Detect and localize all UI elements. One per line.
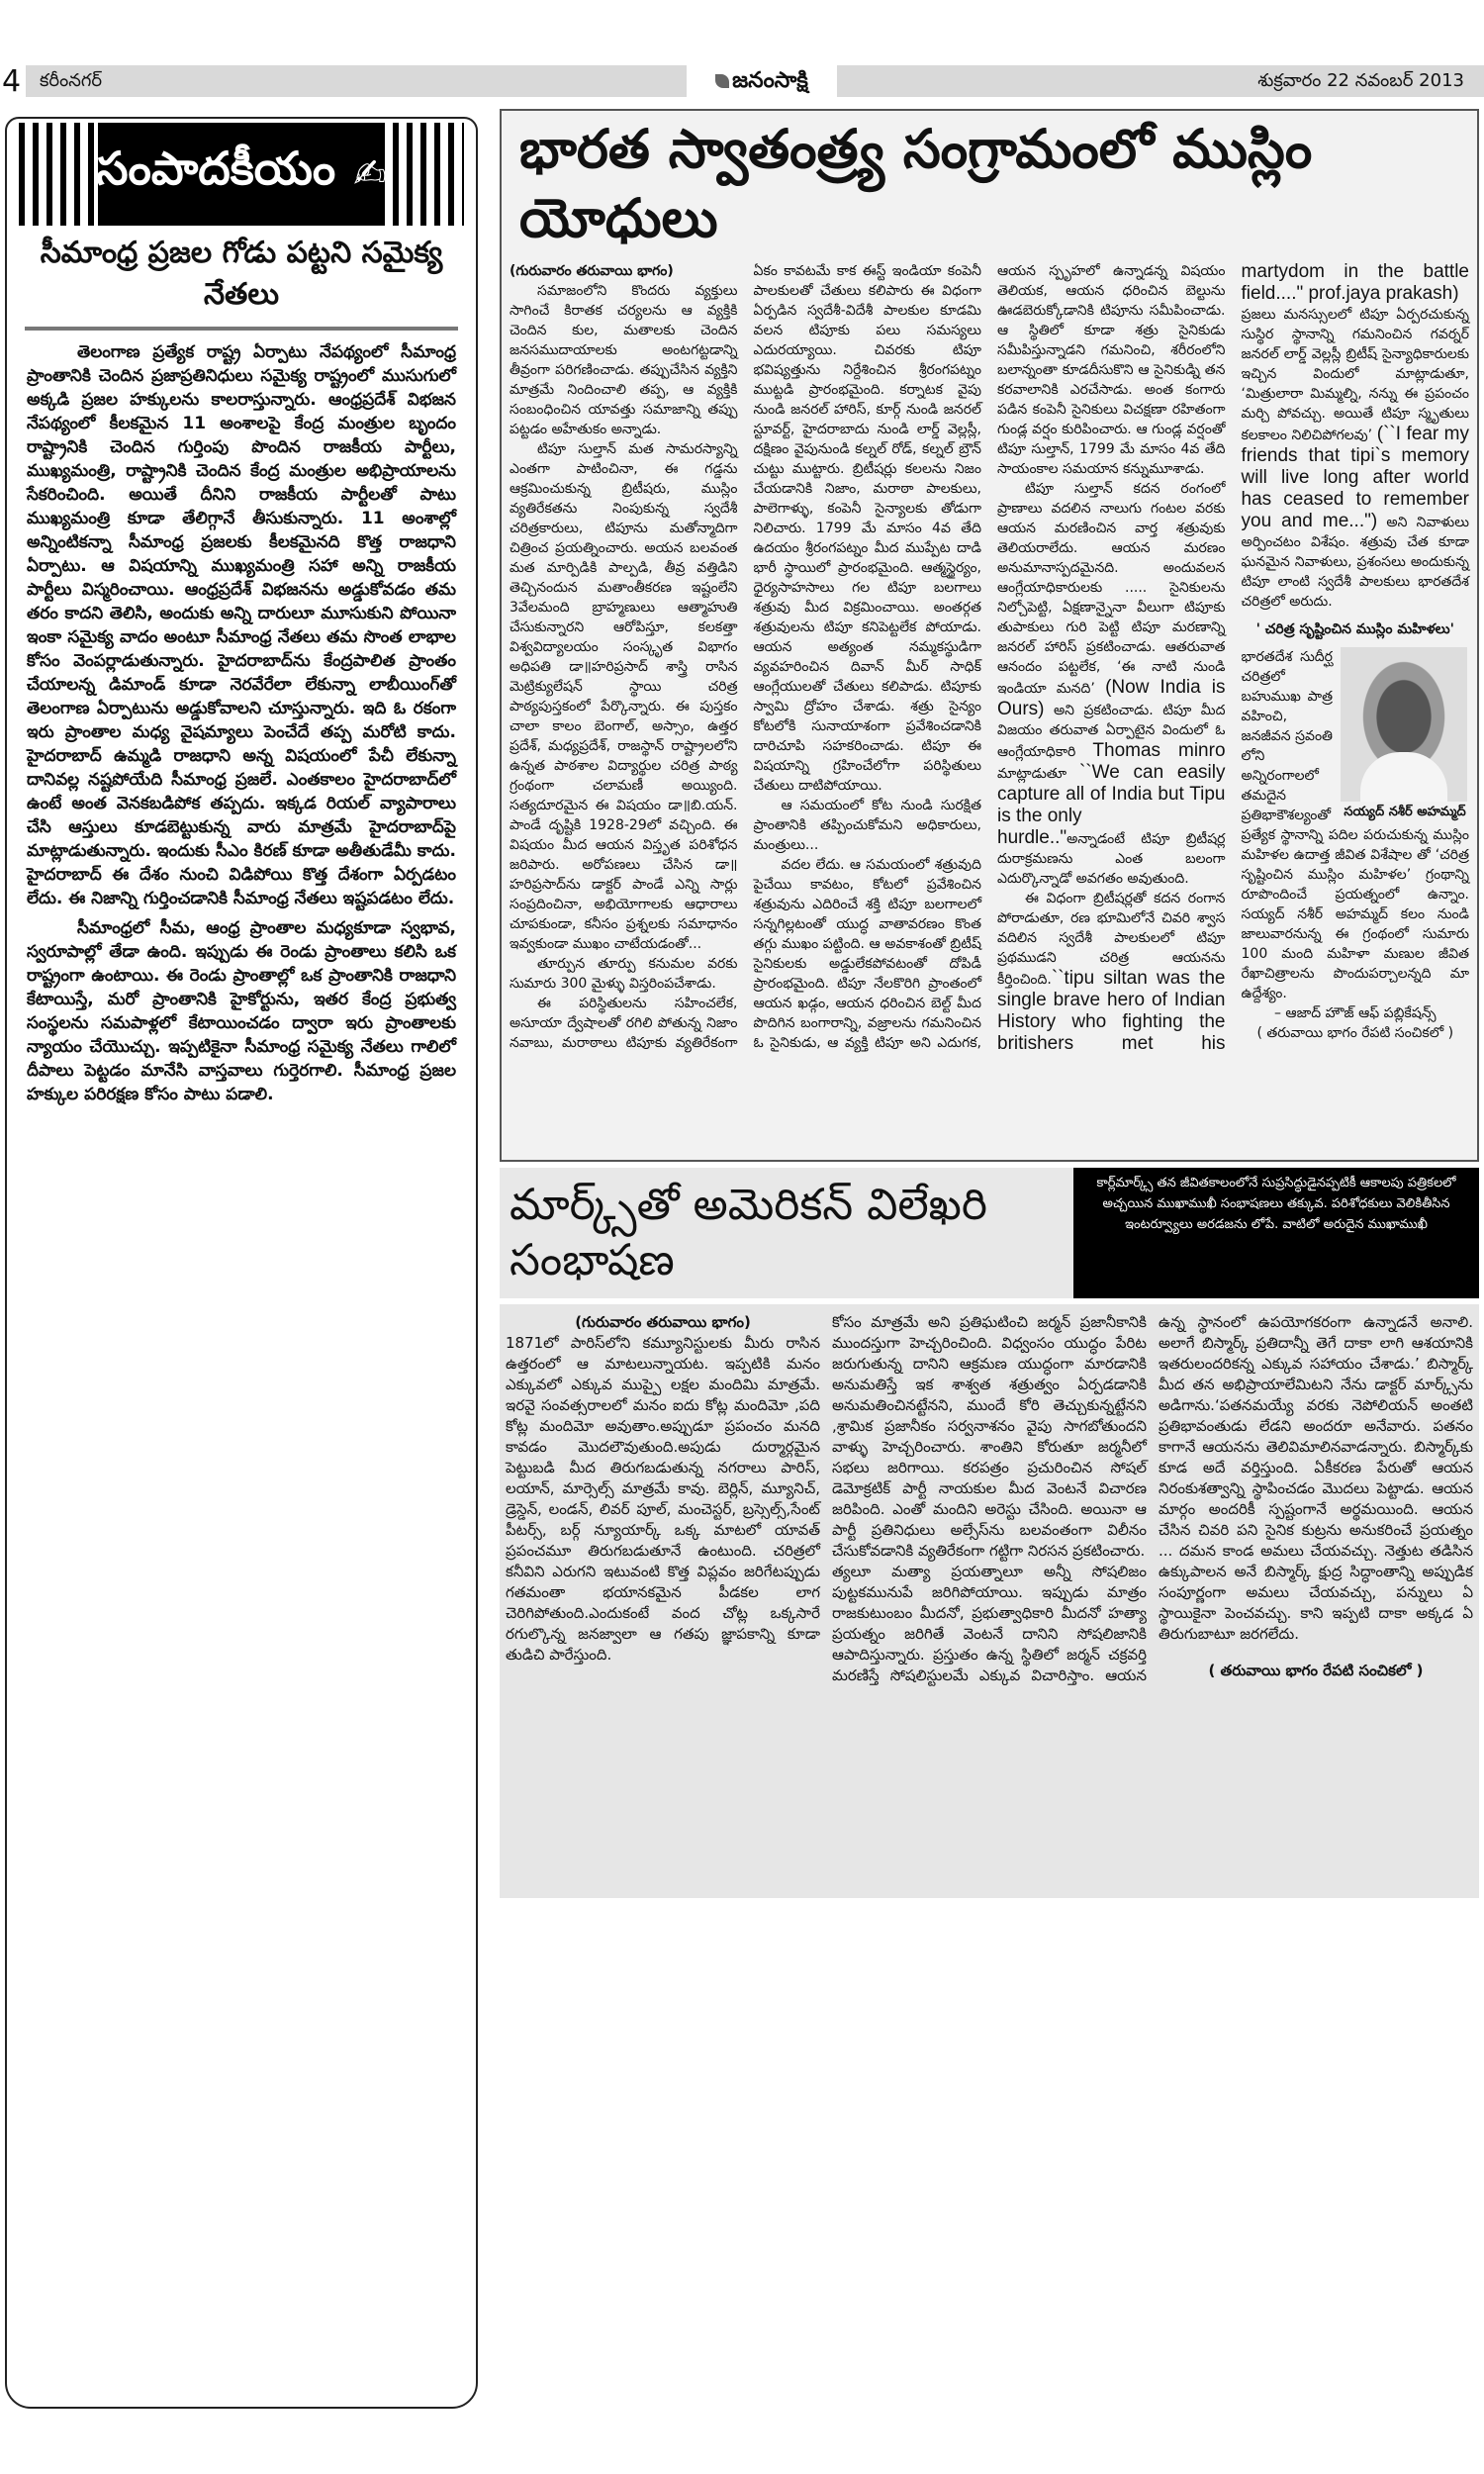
logo-leaf-icon (715, 74, 729, 88)
article-paragraph: 1871లో పారిస్‌లోని కమ్యూనిస్టులకు మీరు రాసిన ఉత్తరంలో ఆ మాటలున్నాయట. ఇప్పటికి మనం ఎక్కువలో ఎక్కువ ముప్పై లక్షల మందిమి మాత్రమే. ఇరవై సంవత్సరాలలో మనం ఐదు కోట్ల మందిమో ,పది కోట్ల మందిమో అవుతాం.అప్పుడూ ప్రపంచం మనది కావడం మొదలౌవుతుంది.అపుడు దుర్మార్గమైన పెట్టుబడి మీద తిరుగబడుతున్న నగరాలు పారిస్, లయాన్, మార్సెల్స్ మాత్రమే కావు. బెర్లిన్, మ్యూనిచ్, డ్రెస్డెన్, లండన్, లివర్ పూల్, మంచెస్టర్, బ్రస్సెల్స్,సేంట్ పీటర్స్, బర్గ్ న్యూయార్క్ ఒక్క మాటలో యావత్ ప్రపంచమూ తిరుగబడుతూనే ఉంటుంది. చరిత్రలో కనీవిని ఎరుగని ఇటువంటి కొత్త విప్లవం జరిగేటప్పుడు గతమంతా భయానకమైన పీడకల లాగ చెరిగిపోతుంది.ఎందుకంటే వంద చోట్ల ఒక్కసారే రగుల్కొన్న జనజ్వాలా ఆ గతపు జ్ఞాపకాన్ని కూడా తుడిచి పారేస్తుంది. (506, 1334, 820, 1664)
article-columns (506, 1312, 1473, 1686)
editorial-paragraph: తెలంగాణ ప్రత్యేక రాష్ట్ర ఏర్పాటు నేపథ్యంలో సీమాంధ్ర ప్రాంతానికి చెందిన ప్రజాప్రతినిధులు సమైక్య రాష్ట్రంలో ముసుగులో అక్కడి ప్రజల హక్కులను కాలరాస్తున్నారు. ఆంధ్రప్రదేశ్ విభజన నేపథ్యంలో కీలకమైన 11 అంశాలపై కేంద్ర మంత్రుల బృందం రాష్ట్రానికి చెందిన గుర్తింపు పొందిన రాజకీయ పార్టీలు, ముఖ్యమంత్రి, రాష్ట్రానికి చెందిన కేంద్ర మంత్రుల అభిప్రాయాలను సేకరించింది. అయితే దీనిని రాజకీయ పార్టీలతో పాటు ముఖ్యమంత్రి కూడా తేలిగ్గానే తీసుకున్నారు. 11 అంశాల్లో అన్నింటికన్నా సీమాంధ్ర ప్రజలకు కీలకమైనది కొత్త రాజధాని ఏర్పాటు. ఆ విషయాన్ని ముఖ్యమంత్రి సహా అన్ని రాజకీయ పార్టీలు విస్మరించాయి. ఆంధ్రప్రదేశ్ విభజనను అడ్డుకోవడం తమ తరం కాదని తెలిసి, అందుకు అన్ని దారులూ మూసుకుని పోయినా ఇంకా సమైక్య వాదం అంటూ సీమాంధ్ర నేతలు తమ సొంత లాభాల కోసం వెంపర్లాడుతున్నారు. హైదరాబాద్‌ను కేంద్రపాలిత ప్రాంతం చేయాలన్న డిమాండ్ కూడా నెరవేరేలా లేకున్నా లాబీయింగ్‌తో తెలంగాణ ఏర్పాటును అడ్డుకోవాలని చూస్తున్నారు. ఇది ఓ రకంగా ఇరు ప్రాంతాల మధ్య వైషమ్యాలు పెంచేదే తప్ప మరోటి కాదు. హైదరాబాద్ ఉమ్మడి రాజధాని అన్న విషయంలో పేచీ లేకున్నా దానివల్ల నష్టపోయేది సీమాంధ్ర ప్రజలే. ఎంతకాలం హైదరాబాద్‌లో ఉంటే అంత వెనకబడిపోక తప్పదు. ఇక్కడ రియల్ వ్యాపారాలు చేసి ఆస్తులు కూడబెట్టుకున్న వారు మాత్రమే హైదరాబాద్‌పై మాట్లాడుతున్నారు. ఇందుకు సీఎం కిరణ్ కూడా అతీతుడేమీ కాదు. హైదరాబాద్ ఈ దేశం నుంచి విడిపోయి కొత్త దేశంగా ఏర్పడటం లేదు. ఈ నిజాన్ని గుర్తించడానికి సీమాంధ్ర నేతలు ఇష్టపడటం లేదు. (27, 342, 456, 908)
article-headline: భారత స్వాతంత్ర్య సంగ్రామంలో ముస్లిం యోధులు (519, 118, 1313, 249)
editorial-box (5, 117, 478, 2409)
publisher-credit: – ఆజాద్ హౌజ్ ఆఫ్ పబ్లికేషన్స్ (1273, 1005, 1437, 1021)
tipu-article (500, 109, 1479, 1162)
article-text: అని ప్రకటించాడు. టిపూ మీద విజయం తరువాత ఏర్పాటైన విందులో ఓ ఆంగ్లేయాధికారి (997, 703, 1226, 760)
editorial-banner-title: సంపాదకీయం (96, 142, 336, 195)
pen-writing-icon: ✍ (353, 151, 387, 197)
marx-header (500, 1168, 1479, 1298)
continued-note: (గురువారం తరువాయి భాగం) (575, 1313, 751, 1331)
article-headline: మార్క్స్‌తో అమెరికన్ విలేఖరి సంభాషణ (510, 1180, 987, 1285)
english-quote: ``We can easily capture all of India but Tipu is the only (997, 762, 1226, 826)
edition-name: కరీంనగర్ (40, 70, 102, 91)
editorial-headline: సీమాంధ్ర ప్రజల గోడు పట్టని సమైక్య నేతలు (25, 226, 458, 331)
article-text: మాట్లాడుతూ (997, 766, 1067, 782)
editorial-banner (19, 123, 464, 226)
editorial-body (17, 331, 466, 1106)
english-quote: hurdle.." (997, 827, 1067, 848)
article-paragraph: టిపూ సుల్తాన్ మత సామరస్యాన్ని ఎంతగా పాటించినా, ఈ గడ్డను ఆక్రమించుకున్న బ్రిటీషరు, ముస్లిం వ్యతిరేకతను నింపుకున్న స్వదేశీ చరిత్రకారులు, టిపూను మతోన్మాదిగా చిత్రించ ప్రయత్నించారు. అయన బలవంత మత మార్పిడికి పాల్పడి, తీవ్ర వత్తిడిని తెచ్చినందున మతాంతీకరణ ఇష్టంలేని 3వేలమంది బ్రాహ్మణులు ఆత్మాహుతి చేసుకున్నారని ఆరోపిస్తూ, కలకత్తా విశ్వవిద్యాలయం సంస్కృత విభాగం అధిపతి డా॥హరిప్రసాద్ శాస్త్రి రాసిన మెట్రిక్యులేషన్ స్థాయి చరిత్ర పాఠ్యపుస్తకంలో పేర్కొన్నారు. ఈ పుస్తకం చాలా కాలం బెంగాల్, అస్సాం, ఉత్తర ప్రదేశ్, మధ్యప్రదేశ్, రాజస్థాన్ రాష్ట్రాలలోని ఉన్నత పాఠశాల విద్యార్థుల చరిత్ర పాఠ్య గ్రంథంగా చలామణీ అయ్యింది. సత్యదూరమైన ఈ విషయం డా॥బి.యన్. పాండే దృష్టికి 1928-29లో వచ్చింది. ఈ విషయం మీద ఆయన విస్తృత పరిశోధన జరిపారు. అరోపణలు చేసిన డా॥హరిప్రసాద్‌ను డాక్టర్ పాండే ఎన్ని సార్లు సంప్రదించినా, అభియోగాలకు ఆధారాలు చూపకుండా, కనీసం ప్రశ్నలకు సమాధానం ఇవ్వకుండా ముఖం చాటేయడంతో... (510, 441, 738, 952)
book-subheading: ' చరిత్ర సృష్టించిన ముస్లిం మహిళలు' (1255, 621, 1454, 637)
issue-date: శుక్రవారం 22 నవంబర్ 2013 (1257, 70, 1464, 91)
article-paragraph: త్యలూ మత్యా ప్రయత్నాలూ అన్నీ సోషలిజం పుట్టకమునుపే జరిగిపోయాయి. ఇప్పుడు మాత్రం రాజకుటుంబం మీదనో, ప్రభుత్వాధికారి మీదనో హత్యా ప్రయత్నం జరిగితే వెంటనే దానిని సోషలిజానికి ఆపాదిస్తున్నారు. ప్రస్తుతం ఉన్న స్థితిలో జర్మన్ చక్రవర్తి మరణిస్తే సోషలిస్టులమే ఎక్కువ విచారిస్తాం. ఆయన ఉన్న స్థానంలో ఉపయోగకరంగా ఉన్నాడనే అనాలి. అలాగే బిస్మార్క్ ప్రతిదాన్నీ తెగే దాకా లాగి ఆశయానికి ఇతరులందరికన్న ఎక్కువ సహాయం చేశాడు.’ బిస్మార్క్ మీద తన అభిప్రాయాలేమిటని నేను డాక్టర్ మార్క్స్‌ను అడిగాను.‘పతనమయ్యే వరకు నెపోలియన్ అంతటి ప్రతిభావంతుడు లేడని అందరూ అనేవారు. పతనం కాగానే ఆయనను తెలివిమాలినవాడన్నారు. బిస్మార్క్‌కు కూడ అదే వర్తిస్తుంది. ఏకీకరణ పేరుతో ఆయన నిరంకుశత్వాన్ని స్థాపించడం మొదలు పెట్టాడు. ఆయన మార్గం అందరికీ స్పష్టంగానే అర్థమయింది. ఆయన చేసిన చివరి పని సైనిక కుట్రను అనుకరించే ప్రయత్నం ... దమన కాండ అమలు చేయవచ్చు. నెత్తుట తడిసిన ఉక్కుపాలన అనే బిస్మార్క్ క్షుద్ర సిద్ధాంతాన్ని అప్పుడిక సంపూర్ణంగా అమలు చేయవచ్చు, పన్నులు ఏ స్థాయికైనా పెంచవచ్చు. కాని ఇప్పటి దాకా అక్కడ ఏ తిరుగుబాటూ జరగలేదు. (832, 1313, 1473, 1684)
article-intro-box: కార్ల్‌మార్క్స్ తన జీవితకాలంలోనే సుప్రసిద్ధుడైనప్పటికీ ఆకాలపు పత్రికలలో అచ్చయిన ముఖాముఖీ సంభాషణలు తక్కువ. పరిశోధకులు వెలికితీసిన ఇంటర్వ్యూలు అరడజను లోపే. వాటిలో అరుదైన ముఖాముఖీ (1073, 1168, 1479, 1298)
right-section (500, 109, 1479, 1898)
masthead (693, 65, 831, 97)
english-quote: (Now India is Ours) (997, 677, 1226, 719)
to-be-continued-note: ( తరువాయి భాగం రేపటి సంచికలో ) (1256, 1025, 1454, 1041)
to-be-continued-note: ( తరువాయి భాగం రేపటి సంచికలో ) (1208, 1662, 1424, 1679)
article-column-1 (510, 261, 738, 954)
book-paragraph: భారతదేశ సుదీర్ఘ చరిత్రలో బహుముఖ పాత్ర వహించి, జనజీవన స్రవంతి లోని అన్నిరంగాలలో తమదైన ప్రతిభాకౌశల్యంతో ప్రత్యేక స్థానాన్ని పదిల పరుచుకున్న ముస్లిం మహిళల ఉదాత్త జీవిత విశేషాల తో ‘చరిత్ర సృష్టించిన ముస్లిం మహిళల’ గ్రంథాన్ని రూపొందించే ప్రయత్నంలో ఉన్నాం. సయ్యద్ నశీర్ అహమ్మద్ కలం నుండి జాలువారనున్న ఈ గ్రంథంలో సుమారు 100 మంది మహిళా మణుల జీవిత రేఖాచిత్రాలను పొందుపర్చాలన్నది మా ఉద్దేశ్యం. (1241, 649, 1469, 1001)
article-columns (502, 257, 1477, 1055)
article-paragraph (1242, 305, 1470, 612)
continued-note: (గురువారం తరువాయి భాగం) (510, 263, 674, 279)
author-photo-block (1341, 647, 1469, 820)
article-paragraph: కోసం మాత్రమే అని ప్రతిఘటించి జర్మన్ ప్రజానీకానికి ముందస్తుగా హెచ్చరించింది. విధ్వంసం యుద్ధం పేరిట జరుగుతున్న దానిని ఆక్రమణ యుద్ధంగా మారడానికి అనుమతిస్తే ఇక శాశ్వత శత్రుత్వం ఏర్పడడానికి అనుమతించినట్టేనని, ముందే కోరి తెచ్చుకున్నట్టేనని ,శ్రామిక ప్రజానీకం సర్వనాశనం వైపు సాగబోతుందని వాళ్ళు హెచ్చరించారు. శాంతిని కోరుతూ జర్మనీలో సభలు జరిగాయి. కరపత్రం ప్రచురించిన సోషల్ డెమోక్రటిక్ పార్టీ నాయకుల మీద వెంటనే విచారణ జరిపింది. ఎంతో మందిని అరెస్టు చేసింది. అయినా ఆ పార్టీ ప్రతినిధులు అల్సేస్‌ను బలవంతంగా విలీనం చేసుకోవడానికి వ్యతిరేకంగా గట్టిగా నిరసన ప్రకటించారు. (832, 1313, 1147, 1560)
editorial-paragraph: సీమాంధ్రలో సీమ, ఆంధ్ర ప్రాంతాల మధ్యకూడా స్వభావ, స్వరూపాల్లో తేడా ఉంది. ఇప్పుడు ఈ రెండు ప్రాంతాలు కలిసి ఒక రాష్ట్రంగా ఉంటాయి. ఈ రెండు ప్రాంతాల్లో ఒక ప్రాంతానికి రాజధాని కేటాయిస్తే, మరో ప్రాంతానికి హైకోర్టును, ఇతర కేంద్ర ప్రభుత్వ సంస్థలను సమపాళ్లలో కేటాయించడం ద్వారా ఇరు ప్రాంతాలకు న్యాయం చేయొచ్చు. ఇప్పటికైనా సీమాంధ్ర సమైక్య నేతలు గాలిలో దీపాలు పెట్టడం మానేసి వాస్తవాలు గుర్తెరగాలి. సీమాంధ్ర ప్రజల హక్కుల పరిరక్షణ కోసం పాటు పడాలి. (27, 918, 456, 1104)
english-name: Thomas minro (1092, 740, 1226, 761)
author-photo (1341, 647, 1467, 802)
english-quote: (``I fear my friends that tipi`s memory will live long after world has ceased to remember you and me...") (1241, 424, 1469, 531)
article-paragraph: ఈ పరిస్థితులను సహించలేక, అసూయా ద్వేషాలతో రగిలి పోతున్న నిజాం నవాబు, మరాఠాలు టిపూకు వ్యతిరేకంగా ఏకం కావటమే కాక ఈస్ట్ ఇండియా కంపెనీ పాలకులతో చేతులు కలిపారు ఈ విధంగా ఏర్పడిన స్వదేశీ-విదేశీ పాలకుల కూడమి వలన టిపూకు పలు సమస్యలు ఎదురయ్యాయి. చివరకు టిపూ భవిష్యత్తును నిర్దేశించిన శ్రీరంగపట్నం ముట్టడి ప్రారంభమైంది. కర్నాటక వైపు నుండి జనరల్ హారిస్, కూర్గ్ నుండి జనరల్ స్టూవర్ట్, హైదరాబాదు నుండి లార్డ్ వెల్లస్లీ, దక్షిణం వైపునుండి కల్నల్ రోడ్, కల్నల్ బ్రౌన్ చుట్టు ముట్టారు. బ్రిటీషర్లు కలలను నిజం చేయడానికి నిజాం, మరాఠా పాలకులు, పాలెగాళ్ళు, కంపెనీ సైన్యాలకు తోడుగా నిలిచారు. 1799 మే మాసం 4వ తేది ఉదయం శ్రీరంగపట్నం మీద ముప్పేట దాడి భారీ స్థాయిలో ప్రారంభమైంది. ఆత్మస్థైర్యం, ధైర్యసాహసాలు గల టిపూ బలగాలు శత్రువు మీద విక్రమించాయి. అంతర్గత శత్రువులను టిపూ కనిపెట్టలేక పోయాడు. ఆయన అత్యంత నమ్మకస్థుడిగా వ్యవహరించిన దివాన్ మీర్ సాధిక్ ఆంగ్లేయులతో చేతులు కలిపాడు. టిపూకు స్వామి ద్రోహం చేశాడు. శత్రు సైన్యం కోటలోకి సునాయాశంగా ప్రవేశించడానికి దారిచూపి సహకరించాడు. టిపూ ఈ విషయాన్ని గ్రహించేలోగా పరిస్థితులు చేతులు దాటిపోయాయి. (510, 263, 981, 1051)
masthead-text: జనంసాక్షి (732, 68, 808, 93)
article-paragraph: సమాజంలోని కొందరు వ్యక్తులు సాగించే కిరాతక చర్యలను ఆ వ్యక్తికి చెందిన కుల, మతాలకు చెందిన జనసముదాయాలకు అంటగట్టడాన్ని తీవ్రంగా పరిగణించాడు. తప్పుచేసిన వ్యక్తిని మాత్రమే నిందించాలి తప్ప, ఆ వ్యక్తికి సంబంధించిన యావత్తు సమాజాన్ని తప్పు పట్టడం అహేతుకం అన్నాడు. (510, 283, 738, 437)
article-text: అని నివాళులు అర్పించటం విశేషం. శత్రువు చేత కూడా ఘనమైన నివాళులు, ప్రశంసలు అందుకున్న టిపూ లాంటి స్వదేశీ పాలకులు భారతదేశ చరిత్రలో అరుదు. (1241, 515, 1469, 610)
page-header (0, 65, 1484, 99)
article-paragraph: వదల లేదు. ఆ సమయంలో శత్రువుది పైచేయి కావటం, కోటలో ప్రవేశించిన శత్రువును ఎదిరించే శక్తి టిపూ బలగాలలో సన్నగిల్లటంతో యుద్ధ వాతావరణం కొంత తగ్గు ముఖం పట్టింది. ఆ అవకాశంతో బ్రిటీష్ సైనికులకు అడ్డులేకపోవటంతో దోపిడీ ప్రారంభమైంది. టిపూ నేలకొరిగి ప్రాంతంలో ఆయన ఖడ్గం, ఆయన ధరించిన బెల్ట్ మీద పొదిగిన బంగారాన్ని, వజ్రాలను గమనించిన ఓ సైనికుడు, ఆ వ్యక్తి టిపూ అని ఎదుగక, ఆయన స్పృహలో ఉన్నాడన్న విషయం తెలియక, ఆయన ధరించిన బెల్టును ఊడబెరుక్కోడానికి టిపూను సమీపించాడు. ఆ స్థితిలో కూడా శత్రు సైనికుడు సమీపిస్తున్నాడని గమనించి, శరీరంలోని బలాన్నంతా కూడదీసుకొని ఆ సైనికుడ్ని తన కరవాలానికి ఎరచేసాడు. అంత కంగారు పడిన కంపెనీ సైనికులు విచక్షణా రహితంగా గుండ్ల వర్షం కురిపించారు. ఆ గుండ్ల వర్షంతో టిపూ సుల్తాన్, 1799 మే మాసం 4వ తేది సాయంకాల సమయాన కన్నుమూశాడు. (753, 263, 1226, 1051)
article-paragraph (997, 827, 1226, 889)
article-paragraph (997, 479, 1226, 827)
page-number: 4 (2, 64, 22, 99)
english-quote: ``tipu siltan was the single brave hero of Indian History who fighting the britishers met his martydom in the battle field...." prof.jaya prakash) (997, 261, 1469, 1054)
article-paragraph: తూర్పున తూర్పు కనుమల వరకు సుమారు 300 మైళ్ళు విస్తరింపచేశాడు. (510, 956, 738, 992)
article-text: ఈ విధంగా బ్రిటీషర్లతో కదన రంగాన పోరాడుతూ, రణ భూమిలోనే చివరి శ్వాస వదిలిన స్వదేశీ పాలకులలో టిపూ ప్రథముడని చరిత్ర ఆయనను కీర్తించింది. (997, 891, 1226, 988)
marx-article-body (500, 1304, 1479, 1898)
article-text: టిపూ సుల్తాన్ కదన రంగంలో ప్రాణాలు వదలిన నాలుగు గంటల వరకు ఆయన మరణించిన వార్త శత్రువుకు తెలియరాలేదు. ఆయన మరణం అనుమానాస్పదమైనది. అందువలన ఆంగ్లేయాధికారులకు ..... సైనికులను నిల్చోపెట్టి, ఏక్షణాన్నైనా వీలుగా టిపూకు తుపాకులు గురి పెట్టి టిపూ మరణాన్ని జనరల్ హారిస్ ప్రకటించాడు. ఆతరువాత ఆనందం పట్టలేక, ‘ఈ నాటి నుండి ఇండియా మనది’ (997, 481, 1226, 697)
photo-caption: సయ్యద్ నశీర్ అహమ్మద్ (1344, 805, 1466, 819)
article-text: ప్రజలు మనస్సులలో టిపూ ఏర్పరచుకున్న సుస్థిర స్థానాన్ని గమనించిన గవర్నర్ జనరల్ లార్డ్ వెల్లస్లీ బ్రిటీష్ సైన్యాధికారులకు ఇచ్చిన విందులో మాట్లాడుతూ, ‘మిత్రులారా మిమ్మల్ని, నన్ను ఈ ప్రపంచం మర్చి పోవచ్చు. అయితే టిపూ స్మృతులు కలకాలం నిలిచిపోగలవు’ (1241, 307, 1469, 443)
header-bar-left (26, 65, 687, 97)
article-paragraph: ఆ సమయంలో కోట నుండి సురక్షిత ప్రాంతానికి తప్పించుకోమని అధికారులు, మంత్రులు... (753, 798, 981, 853)
article-text: అన్నాడంటే టిపూ బ్రిటీషర్ల దురాక్రమణను ఎంత బలంగా ఎదుర్కొన్నాడో అవగతం అవుతుంది. (997, 831, 1226, 887)
